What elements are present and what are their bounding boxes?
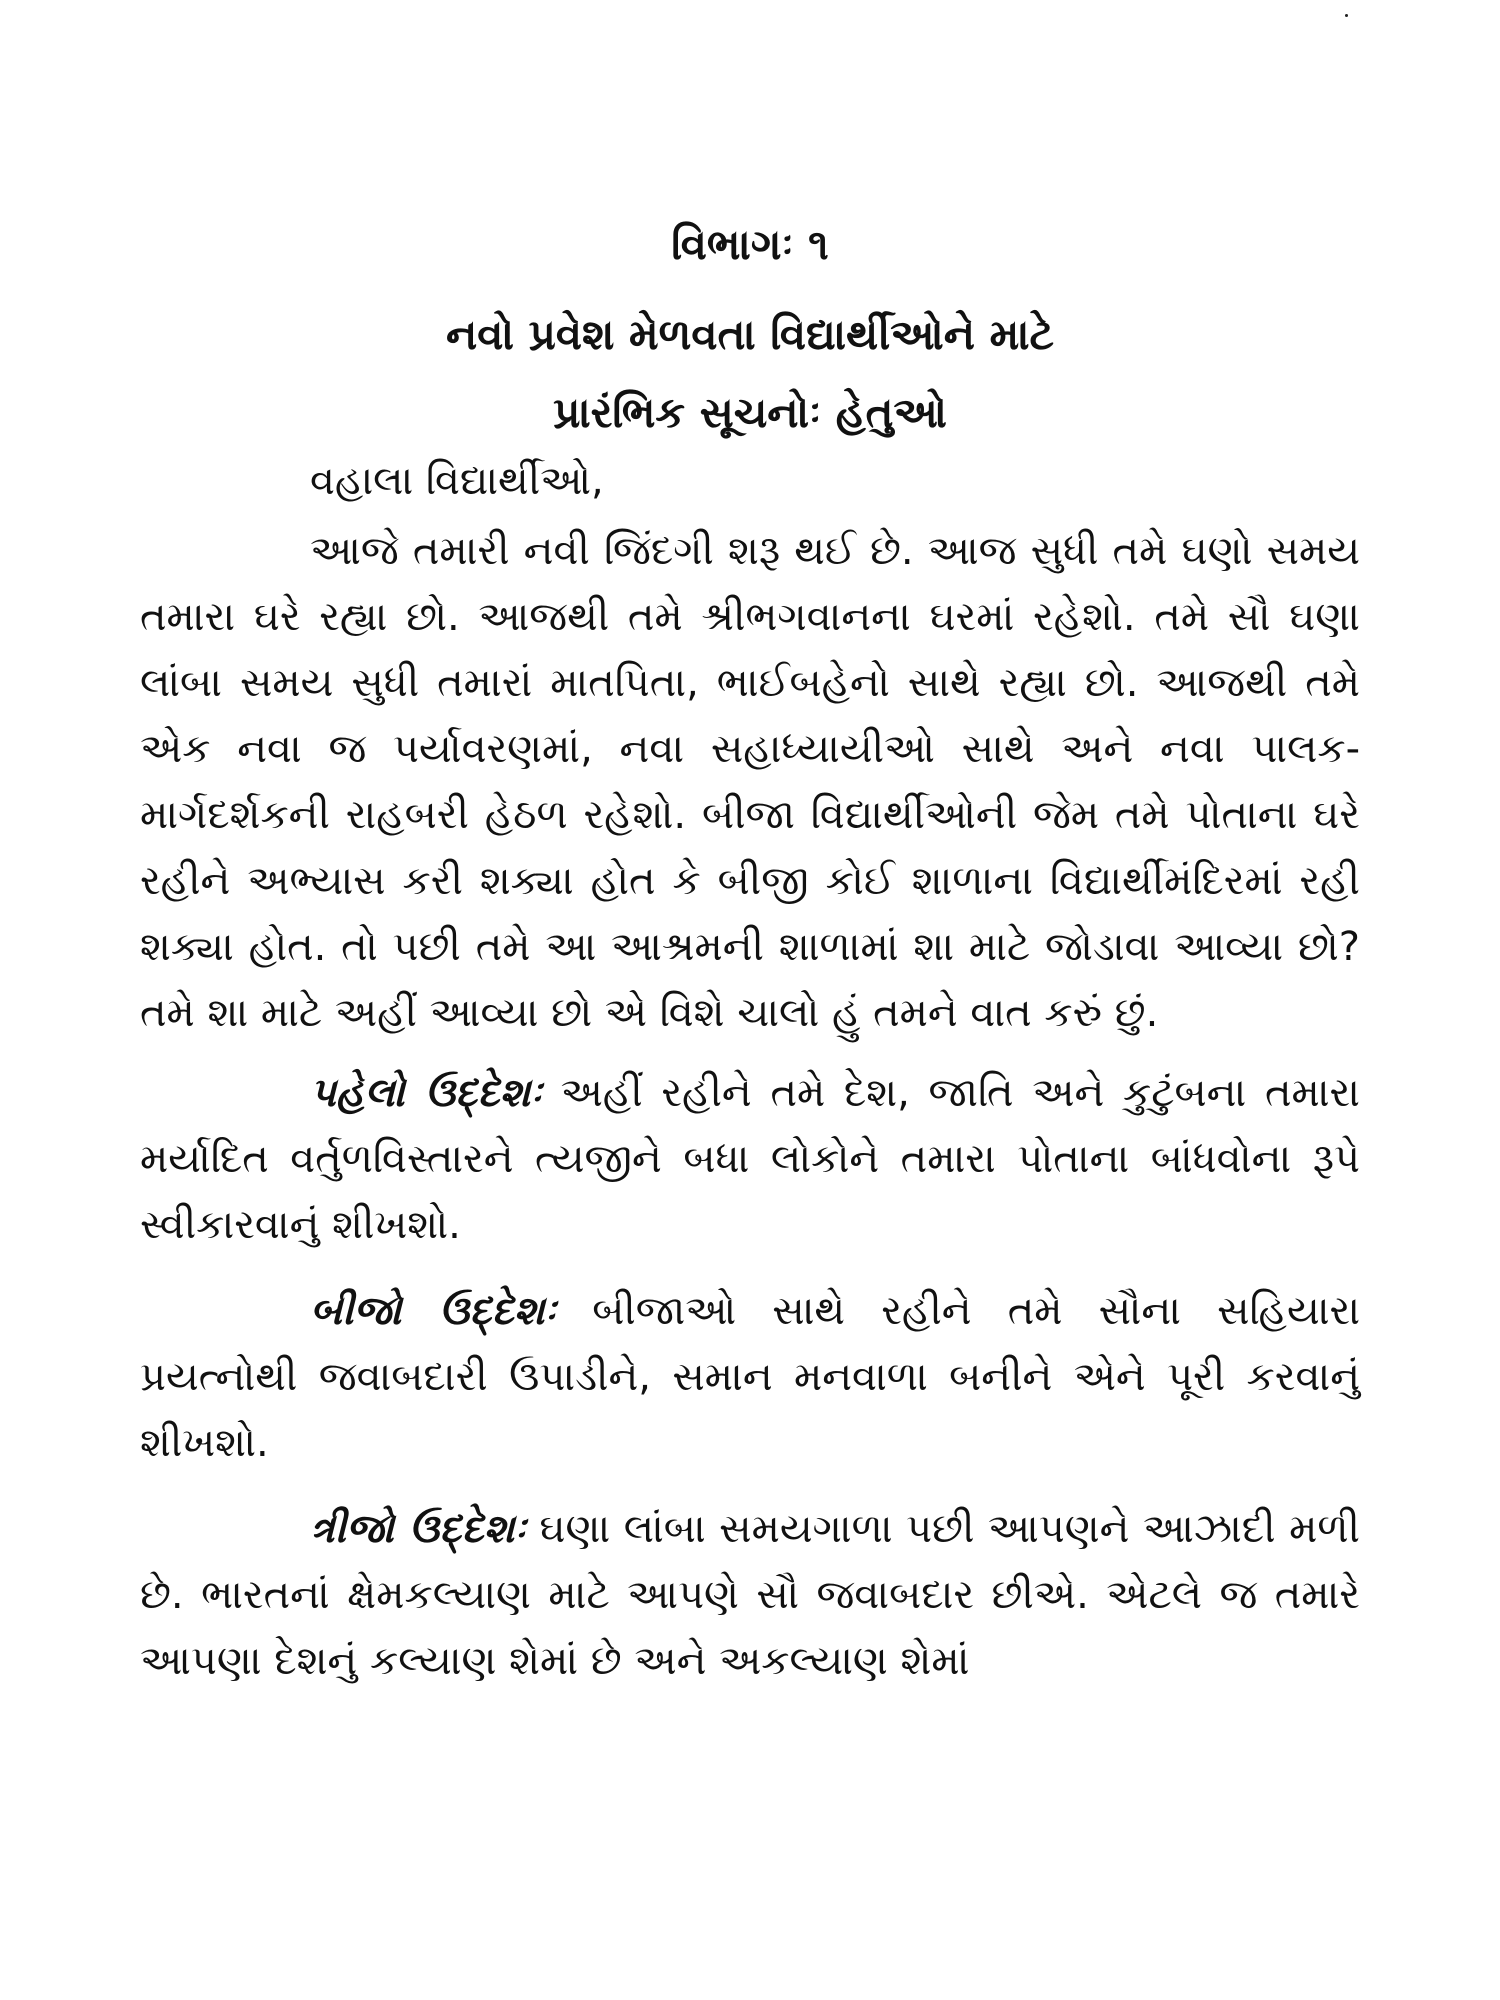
third-objective-heading: ત્રીજો ઉદ્દેશઃ bbox=[310, 1506, 526, 1552]
paragraph-second-objective bbox=[140, 1278, 1360, 1476]
third-objective-text: ઘણા લાંબા સમયગાળા પછી આપણને આઝાદી મળી છે. ભારતનાં ક્ષેમકલ્યાણ માટે આપણે સૌ જવાબદાર છીએ. એટલે જ તમારે આપણા દેશનું કલ્યાણ શેમાં છે અને અકલ્યાણ શેમાં bbox=[140, 1506, 1360, 1684]
first-objective-text: અહીં રહીને તમે દેશ, જાતિ અને કુટુંબના તમારા મર્યાદિત વર્તુળવિસ્તારને ત્યજીને બધા લોકોને તમારા પોતાના બાંધવોના રૂપે સ્વીકારવાનું શીખશો. bbox=[140, 1070, 1360, 1248]
salutation: વહાલા વિદ્યાર્થીઓ, bbox=[310, 458, 604, 504]
paragraph-intro bbox=[140, 518, 1360, 1046]
paragraph-third-objective bbox=[140, 1496, 1360, 1694]
second-objective-text: બીજાઓ સાથે રહીને તમે સૌના સહિયારા પ્રયત્નોથી જવાબદારી ઉપાડીને, સમાન મનવાળા બનીને એને પૂરી કરવાનું શીખશો. bbox=[140, 1288, 1361, 1466]
section-number: વિભાગઃ ૧ bbox=[671, 220, 829, 269]
page-speck bbox=[1345, 14, 1348, 17]
section-subtitle: પ્રારંભિક સૂચનોઃ હેતુઓ bbox=[553, 388, 947, 437]
second-objective-heading: બીજો ઉદ્દેશઃ bbox=[310, 1288, 557, 1334]
section-title: નવો પ્રવેશ મેળવતા વિદ્યાર્થીઓને માટે bbox=[445, 310, 1055, 359]
paragraph-first-objective bbox=[140, 1060, 1360, 1258]
paragraph-intro-text: આજે તમારી નવી જિંદગી શરૂ થઈ છે. આજ સુધી તમે ઘણો સમય તમારા ઘરે રહ્યા છો. આજથી તમે શ્રીભગવાનના ઘરમાં રહેશો. તમે સૌ ઘણા લાંબા સમય સુધી તમારાં માતપિતા, ભાઈબહેનો સાથે રહ્યા છો. આજથી તમે એક નવા જ પર્યાવરણમાં, નવા સહાધ્યાયીઓ સાથે અને નવા પાલક-માર્ગદર્શકની રાહબરી હેઠળ રહેશો. બીજા વિદ્યાર્થીઓની જેમ તમે પોતાના ઘરે રહીને અભ્યાસ કરી શક્યા હોત કે બીજી કોઈ શાળાના વિદ્યાર્થીમંદિરમાં રહી શક્યા હોત. તો પછી તમે આ આશ્રમની શાળામાં શા માટે જોડાવા આવ્યા છો? તમે શા માટે અહીં આવ્યા છો એ વિશે ચાલો હું તમને વાત કરું છું. bbox=[140, 528, 1360, 1036]
first-objective-heading: પહેલો ઉદ્દેશઃ bbox=[310, 1070, 542, 1116]
document-page bbox=[140, 200, 1360, 1980]
